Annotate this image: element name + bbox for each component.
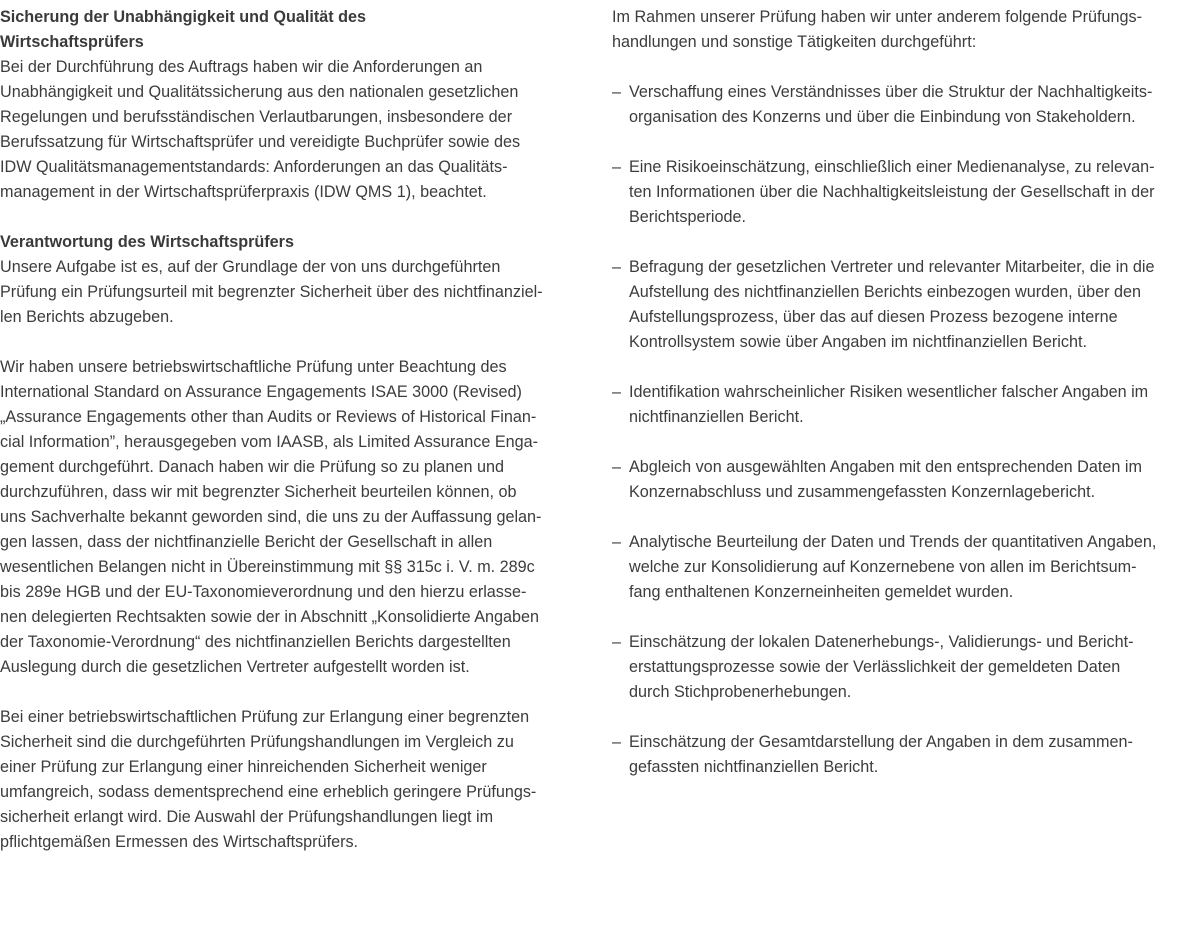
list-item-text: Einschätzung der Gesamtdarstellung der Angaben in dem zusammen- gefassten nichtfinanziellen Bericht. (629, 733, 1133, 776)
dash-bullet: – (612, 383, 622, 401)
list-item-text: Analytische Beurteilung der Daten und Trends der quantitativen Angaben, welche zur Konsolidierung auf Konzernebene von allen im Berichtsum- fang enthaltenen Konzerneinheiten gemeldet wurden. (629, 533, 1157, 601)
dash-bullet: – (612, 158, 622, 176)
dash-bullet: – (612, 533, 622, 551)
list-item-text: Befragung der gesetzlichen Vertreter und relevanter Mitarbeiter, die in die Aufstellung des nichtfinanziellen Berichts einbezogen wurden, über den Aufstellungsprozess, über das auf diesen Prozess bezogene interne Kontrollsystem sowie über Angaben im nichtfinanziellen Bericht. (629, 258, 1155, 351)
dash-bullet: – (612, 458, 622, 476)
list-item-text: Abgleich von ausgewählten Angaben mit den entsprechenden Daten im Konzernabschluss und zusammengefassten Konzernlagebericht. (629, 458, 1142, 501)
list-item (612, 155, 1202, 230)
list-item-text: Eine Risikoeinschätzung, einschließlich einer Medienanalyse, zu relevan- ten Informationen über die Nachhaltigkeitsleistung der Gesellschaft in der Berichtsperiode. (629, 158, 1155, 226)
list-item (612, 380, 1202, 430)
list-item-text: Einschätzung der lokalen Datenerhebungs-, Validierungs- und Bericht- erstattungsprozesse sowie der Verlässlichkeit der gemeldeten Daten durch Stichprobenerhebungen. (629, 633, 1134, 701)
paragraph-independence: Bei der Durchführung des Auftrags haben wir die Anforderungen an Unabhängigkeit und Qualitätssicherung aus den nationalen gesetzlichen Regelungen und berufsständischen Verlautbarungen, insbesondere der Berufssatzung für Wirtschaftsprüfer und vereidigte Buchprüfer sowie des IDW Qualitätsmanagementstandards: Anforderungen an das Qualitäts- management in der Wirtschaftsprüferpraxis (IDW QMS 1), beachtet. (0, 58, 521, 201)
list-item-text: Identifikation wahrscheinlicher Risiken wesentlicher falscher Angaben im nichtfinanziellen Bericht. (629, 383, 1149, 426)
right-column (612, 5, 1202, 805)
heading-independence-quality: Sicherung der Unabhängigkeit und Qualität des Wirtschaftsprüfers (0, 8, 367, 51)
spacer (0, 205, 600, 230)
procedures-list (612, 80, 1202, 780)
paragraph-limited-assurance: Bei einer betriebswirtschaftlichen Prüfung zur Erlangung einer begrenzten Sicherheit sind die durchgeführten Prüfungshandlungen im Vergleich zu einer Prüfung zur Erlangung einer hinreichenden Sicherheit weniger umfangreich, sodass dementsprechend eine erheblich geringere Prüfungs- sicherheit erlangt wird. Die Auswahl der Prüfungshandlungen liegt im pflichtgemäßen Ermessen des Wirtschaftsprüfers. (0, 708, 537, 851)
dash-bullet: – (612, 258, 622, 276)
list-item (612, 455, 1202, 505)
list-item (612, 80, 1202, 130)
paragraph-procedures-intro: Im Rahmen unserer Prüfung haben wir unter anderem folgende Prüfungs- handlungen und sonstige Tätigkeiten durchgeführt: (612, 8, 1142, 51)
dash-bullet: – (612, 83, 622, 101)
paragraph-isae: Wir haben unsere betriebswirtschaftliche Prüfung unter Beachtung des International Standard on Assurance Engagements ISAE 3000 (Revised) „Assurance Engagements other than Audits or Reviews of Historical Finan- cial Information”, herausgegeben vom IAASB, als Limited Assurance Enga- gement durchgeführt. Danach haben wir die Prüfung so zu planen und durchzuführen, dass wir mit begrenzter Sicherheit beurteilen können, ob uns Sachverhalte bekannt geworden sind, die uns zu der Auffassung gelan- gen lassen, dass der nichtfinanzielle Bericht der Gesellschaft in allen wesentlichen Belangen nicht in Übereinstimmung mit §§ 315c i. V. m. 289c bis 289e HGB und der EU-Taxonomieverordnung und den hierzu erlasse- nen delegierten Rechtsakten sowie der in Abschnitt „Konsolidierte Angaben der Taxonomie-Verordnung“ des nichtfinanziellen Berichts dargestellten Auslegung durch die gesetzlichen Vertreter aufgestellt worden ist. (0, 358, 542, 676)
spacer (612, 55, 1202, 80)
list-item (612, 255, 1202, 355)
paragraph-task: Unsere Aufgabe ist es, auf der Grundlage der von uns durchgeführten Prüfung ein Prüfungsurteil mit begrenzter Sicherheit über des nichtfinanziel- len Berichts abzugeben. (0, 258, 543, 326)
list-item (612, 630, 1202, 705)
list-item-text: Verschaffung eines Verständnisses über die Struktur der Nachhaltigkeits- organisation des Konzerns und über die Einbindung von Stakeholdern. (629, 83, 1153, 126)
spacer (0, 680, 600, 705)
list-item (612, 730, 1202, 780)
left-column (0, 5, 600, 855)
heading-responsibility: Verantwortung des Wirtschaftsprüfers (0, 233, 294, 251)
dash-bullet: – (612, 633, 622, 651)
dash-bullet: – (612, 733, 622, 751)
spacer (0, 330, 600, 355)
list-item (612, 530, 1202, 605)
